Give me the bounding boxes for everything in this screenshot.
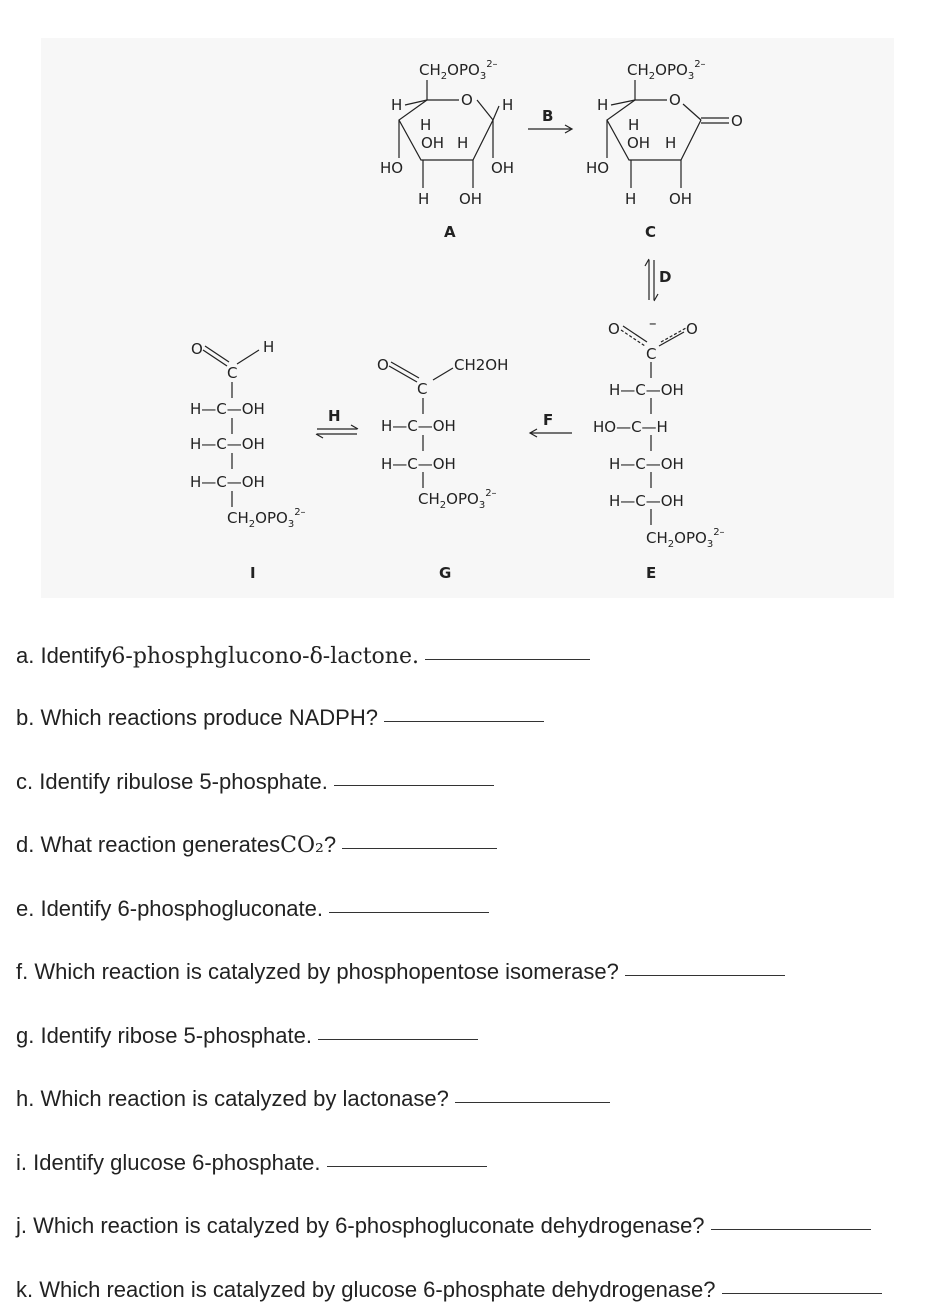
reaction-H xyxy=(316,407,358,438)
question-b-text: b. Which reactions produce NADPH? xyxy=(16,705,378,730)
question-e-answer-blank[interactable] xyxy=(329,911,489,913)
question-g-answer-blank[interactable] xyxy=(318,1038,478,1040)
compound-I-aldehyde-carbon: C xyxy=(227,364,238,382)
compound-I-row: H—C—OH xyxy=(190,435,265,453)
compound-E-ch2opo3: $CH_2OPO_3^{2-}$ xyxy=(646,527,725,550)
compound-A-atom: H xyxy=(391,96,403,114)
compound-C-label: C xyxy=(645,223,657,241)
question-b-answer-blank[interactable] xyxy=(384,720,544,722)
compound-G-row: H—C—OH xyxy=(381,417,456,435)
question-d-suffix: ? xyxy=(323,832,337,857)
reaction-F xyxy=(530,411,572,437)
question-f-answer-blank[interactable] xyxy=(625,974,785,976)
compound-E-row: HO—C—H xyxy=(593,418,668,436)
reaction-B xyxy=(528,107,572,133)
question-d-answer-blank[interactable] xyxy=(342,847,497,849)
question-a-text: a. Identify xyxy=(16,643,112,668)
reaction-D-label: D xyxy=(659,268,672,286)
compound-I xyxy=(190,338,306,582)
question-g-text: g. Identify ribose 5-phosphate. xyxy=(16,1023,312,1048)
question-g xyxy=(16,1023,478,1049)
question-h xyxy=(16,1086,610,1112)
compound-A-atom: H xyxy=(418,190,430,208)
question-j-text: j. Which reaction is catalyzed by 6-phosphogluconate dehydrogenase? xyxy=(16,1213,705,1238)
question-a xyxy=(16,643,590,669)
compound-C-ring-oxygen: O xyxy=(669,91,681,109)
question-f-text: f. Which reaction is catalyzed by phosphopentose isomerase? xyxy=(16,959,619,984)
compound-I-label: I xyxy=(250,564,256,582)
question-i-answer-blank[interactable] xyxy=(327,1165,487,1167)
compound-A-atom: HO xyxy=(380,159,404,177)
compound-G-label: G xyxy=(439,564,452,582)
question-k-text: k. Which reaction is catalyzed by glucose 6-phosphate dehydrogenase? xyxy=(16,1277,716,1302)
compound-A-ch2opo3: $CH_2OPO_3^{2-}$ xyxy=(419,59,498,82)
reaction-scheme-figure xyxy=(41,38,894,598)
compound-C xyxy=(586,59,743,241)
compound-C-carbonyl-oxygen: O xyxy=(731,112,743,130)
compound-C-atom: OH xyxy=(627,134,651,152)
compound-E-oxygen: O xyxy=(686,320,698,338)
compound-C-atom: HO xyxy=(586,159,610,177)
compound-E-carboxyl-carbon: C xyxy=(646,345,657,363)
reaction-D xyxy=(645,259,671,301)
compound-I-ch2opo3: $CH_2OPO_3^{2-}$ xyxy=(227,507,306,530)
question-k xyxy=(16,1277,882,1303)
compound-A-label: A xyxy=(444,223,456,241)
question-e xyxy=(16,896,489,922)
question-e-text: e. Identify 6-phosphogluconate. xyxy=(16,896,324,921)
question-i-text: i. Identify glucose 6-phosphate. xyxy=(16,1150,321,1175)
compound-A-atom: H xyxy=(502,96,514,114)
compound-A xyxy=(380,59,514,241)
compound-I-row: H—C—OH xyxy=(190,400,265,418)
question-b xyxy=(16,705,544,731)
compound-A-atom: OH xyxy=(421,134,445,152)
compound-A-ring-oxygen: O xyxy=(461,91,473,109)
reaction-B-label: B xyxy=(542,107,554,125)
question-d-term: CO₂ xyxy=(280,833,324,858)
compound-G-ch2oh: CH2OH xyxy=(454,356,509,374)
question-d-text: d. What reaction generates xyxy=(16,832,281,857)
question-a-term: 6-phosphglucono-δ-lactone. xyxy=(111,644,419,669)
compound-G-ch2opo3: $CH_2OPO_3^{2-}$ xyxy=(418,488,497,511)
question-j-answer-blank[interactable] xyxy=(711,1228,871,1230)
question-h-text: h. Which reaction is catalyzed by lactonase? xyxy=(16,1086,449,1111)
compound-C-atom: OH xyxy=(669,190,693,208)
compound-G-row: H—C—OH xyxy=(381,455,456,473)
compound-C-atom: H xyxy=(597,96,609,114)
compound-E-charge: – xyxy=(649,314,657,332)
compound-I-row: H—C—OH xyxy=(190,473,265,491)
question-k-answer-blank[interactable] xyxy=(722,1292,882,1294)
compound-A-atom: OH xyxy=(491,159,515,177)
compound-C-atom: H xyxy=(665,134,677,152)
compound-E-label: E xyxy=(646,564,657,582)
reaction-F-label: F xyxy=(543,411,554,429)
reaction-H-label: H xyxy=(328,407,341,425)
question-c-answer-blank[interactable] xyxy=(334,784,494,786)
compound-E-row: H—C—OH xyxy=(609,455,684,473)
question-c-text: c. Identify ribulose 5-phosphate. xyxy=(16,769,328,794)
compound-A-atom: H xyxy=(420,116,432,134)
pentose-phosphate-pathway-diagram xyxy=(41,38,894,598)
compound-G-oxygen: O xyxy=(377,356,389,374)
question-f xyxy=(16,959,785,985)
compound-C-atom: H xyxy=(628,116,640,134)
compound-A-atom: OH xyxy=(459,190,483,208)
question-j xyxy=(16,1213,871,1239)
question-d xyxy=(16,832,497,858)
compound-G-carbonyl-carbon: C xyxy=(417,380,428,398)
compound-G xyxy=(377,356,508,582)
compound-I-aldehyde-h: H xyxy=(263,338,275,356)
compound-C-atom: H xyxy=(625,190,637,208)
compound-E-row: H—C—OH xyxy=(609,381,684,399)
compound-E-row: H—C—OH xyxy=(609,492,684,510)
question-h-answer-blank[interactable] xyxy=(455,1101,610,1103)
compound-I-oxygen: O xyxy=(191,340,203,358)
compound-C-ch2opo3: $CH_2OPO_3^{2-}$ xyxy=(627,59,706,82)
question-c xyxy=(16,769,494,795)
compound-E xyxy=(593,314,725,582)
question-a-answer-blank[interactable] xyxy=(425,658,590,660)
question-i xyxy=(16,1150,487,1176)
compound-A-atom: H xyxy=(457,134,469,152)
compound-E-oxygen: O xyxy=(608,320,620,338)
